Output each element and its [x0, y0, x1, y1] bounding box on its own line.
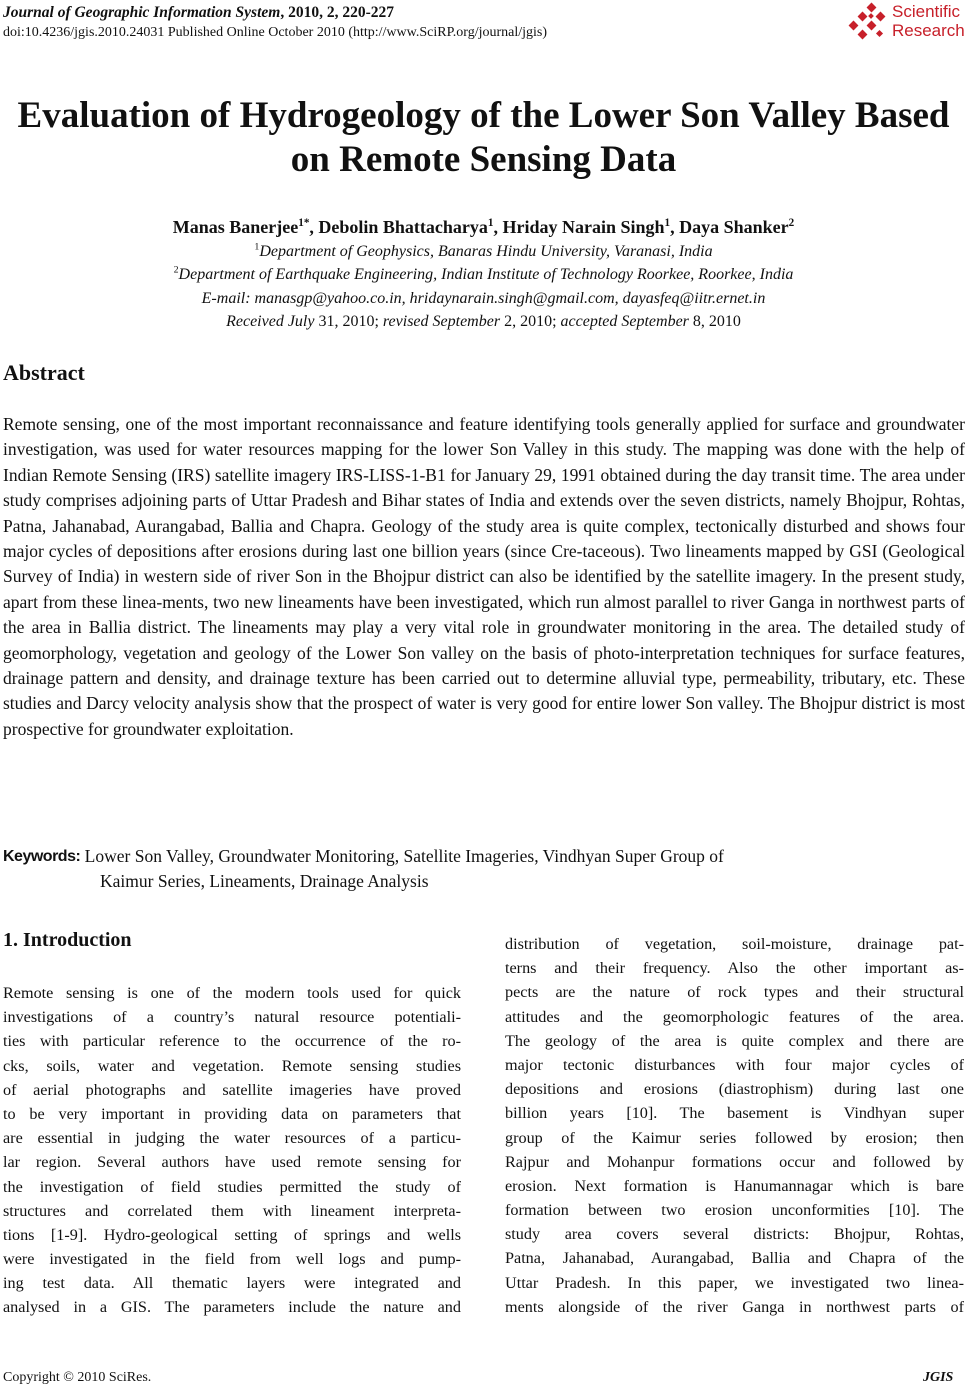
keywords-line-2: Kaimur Series, Lineaments, Drainage Analysis: [100, 871, 429, 891]
affiliation-mark: 2: [173, 264, 179, 276]
abstract-heading: Abstract: [3, 360, 85, 385]
author-name: Daya Shanker: [679, 217, 789, 237]
author-separator: ,: [309, 217, 319, 237]
logo-line-2: Research: [892, 21, 965, 40]
received-line: [0, 312, 967, 332]
text-line: pects are the nature of rock types and their structural: [505, 983, 964, 1002]
text-line: Patna, Jahanabad, Aurangabad, Ballia and Chapra of the: [505, 1249, 964, 1268]
text-line: The geology of the area is quite complex and there are: [505, 1031, 964, 1050]
accepted-label: accepted September: [560, 313, 689, 330]
paper-title: [0, 94, 967, 182]
publisher-logo-icon: [848, 2, 888, 42]
text-line: erosion. Next formation is Hanumannagar which is bare: [505, 1176, 964, 1195]
email-line: [0, 289, 967, 309]
author-separator: ,: [493, 217, 503, 237]
text-line: group of the Kaimur series followed by erosion; then: [505, 1128, 964, 1147]
received-label: Received July: [226, 313, 315, 330]
text-line: depositions and erosions (diastrophism) during last one: [505, 1080, 964, 1099]
text-line: distribution of vegetation, soil-moisture, drainage pat-: [505, 935, 964, 953]
text-line: major tectonic disturbances with four major cycles of: [505, 1055, 964, 1074]
affiliation-text: Department of Earthquake Engineering, Indian Institute of Technology Roorkee, Roorkee, India: [178, 266, 794, 283]
text-line: investigations of a country’s natural resource potentiali-: [3, 1008, 461, 1027]
abstract-body: Remote sensing, one of the most important reconnaissance and feature identifying tools generally applied for surface and groundwater investigation, was used for water resources mapping for the lower Son Valley in this study. The mapping was done with the help of Indian Remote Sensing (IRS) satellite imagery IRS-LISS-1-B1 for January 29, 1991 obtained during the day transit time. The area under study comprises adjoining parts of Uttar Pradesh and Bihar states of India and extends over the seven districts, namely Bhojpur, Rohtas, Patna, Jahanabad, Aurangabad, Ballia and Chapra. Geology of the study area is quite complex, tectonically disturbed and shows four major cycles of depositions after erosions during last one billion years (since Cre-taceous). Two lineaments mapped by GSI (Geological Survey of India) in western side of river Son in the Bhojpur district can also be identified by the satellite imagery. In the present study, apart from these linea-ments, two new lineaments have been investigated, which run almost parallel to river Ganga in northwest parts of the area in Ballia district. The lineaments may play a very vital role in groundwater monitoring in the area. The detailed study of geomorphology, vegetation and geology of the Lower Son valley on the basis of photo-interpretation techniques for surface features, drainage pattern and density, and drainage texture has been carried out to determine alluvial type, permeability, tributary, etc. These studies and Darcy velocity analysis show that the prospect of water is very good for entire lower Son valley. The Bhojpur district is most prospective for groundwater exploitation.: [3, 414, 965, 739]
text-line: of aerial photographs and satellite imageries have proved: [3, 1080, 461, 1099]
title-line-1: Evaluation of Hydrogeology of the Lower Son Valley Based: [17, 95, 950, 136]
text-line: Remote sensing is one of the modern tools used for quick: [3, 984, 461, 1002]
footer-journal-abbrev: JGIS: [923, 1370, 954, 1385]
text-line: structures and correlated them with lineament interpreta-: [3, 1201, 461, 1220]
intro-column-left: [3, 981, 461, 1320]
affiliation-2: [0, 265, 967, 285]
text-line: Uttar Pradesh. In this paper, we investigated two linea-: [505, 1273, 964, 1292]
author-affil-mark: 1: [664, 217, 671, 229]
journal-volume: , 2010, 2, 220-227: [280, 4, 394, 21]
author-name: Hriday Narain Singh: [502, 217, 665, 237]
publisher-logo-text: [892, 2, 965, 40]
text-line: to be very important in providing data on parameters that: [3, 1104, 461, 1123]
text-line: ties with particular reference to the occurrence of the ro-: [3, 1032, 461, 1051]
author-affil-mark: 1*: [298, 217, 310, 229]
logo-line-1: Scientific: [892, 2, 961, 21]
intro-column-right: [505, 932, 964, 1319]
text-line: terns and their frequency. Also the other important as-: [505, 959, 964, 978]
author-name: Debolin Bhattacharya: [318, 217, 488, 237]
author-separator: ,: [670, 217, 680, 237]
text-line: ments alongside of the river Ganga in northwest parts of: [505, 1297, 964, 1316]
revised-date: 2, 2010;: [500, 313, 561, 330]
journal-citation: [3, 4, 394, 22]
author-affil-mark: 1: [487, 217, 494, 229]
text-line: study area covers several districts: Bhojpur, Rohtas,: [505, 1225, 964, 1244]
publisher-logo: [848, 2, 966, 42]
doi-line: doi:10.4236/jgis.2010.24031 Published Online October 2010 (http://www.SciRP.org/journal/jgis): [3, 25, 548, 40]
affiliation-text: Department of Geophysics, Banaras Hindu University, Varanasi, India: [259, 243, 713, 260]
email-addresses: : manasgp@yahoo.co.in, hridaynarain.singh@gmail.com, dayasfeq@iitr.ernet.in: [245, 290, 766, 307]
text-line: ing test data. All thematic layers were integrated and: [3, 1274, 461, 1293]
journal-name: Journal of Geographic Information System: [3, 4, 281, 21]
accepted-date: 8, 2010: [688, 313, 741, 330]
author-name: Manas Banerjee: [172, 217, 299, 237]
keywords-row-1: [3, 844, 965, 869]
received-date: 31, 2010;: [314, 313, 383, 330]
email-label: E-mail: [201, 290, 246, 307]
text-line: are essential in judging the water resources of a particu-: [3, 1129, 461, 1148]
author-affil-mark: 2: [788, 217, 795, 229]
keywords-line-1: Lower Son Valley, Groundwater Monitoring, Satellite Imageries, Vindhyan Super Group of: [84, 846, 724, 866]
text-line: attitudes and the geomorphologic features of the area.: [505, 1007, 964, 1026]
keywords-block: [3, 844, 965, 894]
text-line: were investigated in the field from well logs and pump-: [3, 1250, 461, 1269]
text-line: formation between two erosion unconformities [10]. The: [505, 1201, 964, 1220]
affiliation-1: [0, 242, 967, 262]
text-line: billion years [10]. The basement is Vindhyan super: [505, 1104, 964, 1123]
author-list: [0, 216, 967, 238]
affiliation-mark: 1: [254, 241, 260, 253]
revised-label: revised September: [382, 313, 501, 330]
text-line: tions [1-9]. Hydro-geological setting of springs and wells: [3, 1225, 461, 1244]
footer-copyright: Copyright © 2010 SciRes.: [3, 1370, 152, 1385]
text-line: analysed in a GIS. The parameters include the nature and: [3, 1298, 461, 1317]
title-line-2: on Remote Sensing Data: [290, 139, 677, 180]
text-line: the investigation of field studies permitted the study of: [3, 1177, 461, 1196]
section-heading-introduction: 1. Introduction: [3, 929, 132, 951]
keywords-label: Keywords:: [3, 848, 81, 865]
text-line: cks, soils, water and vegetation. Remote sensing studies: [3, 1056, 461, 1075]
text-line: lar region. Several authors have used remote sensing for: [3, 1153, 461, 1172]
text-line: Rajpur and Mohanpur formations occur and followed by: [505, 1152, 964, 1171]
